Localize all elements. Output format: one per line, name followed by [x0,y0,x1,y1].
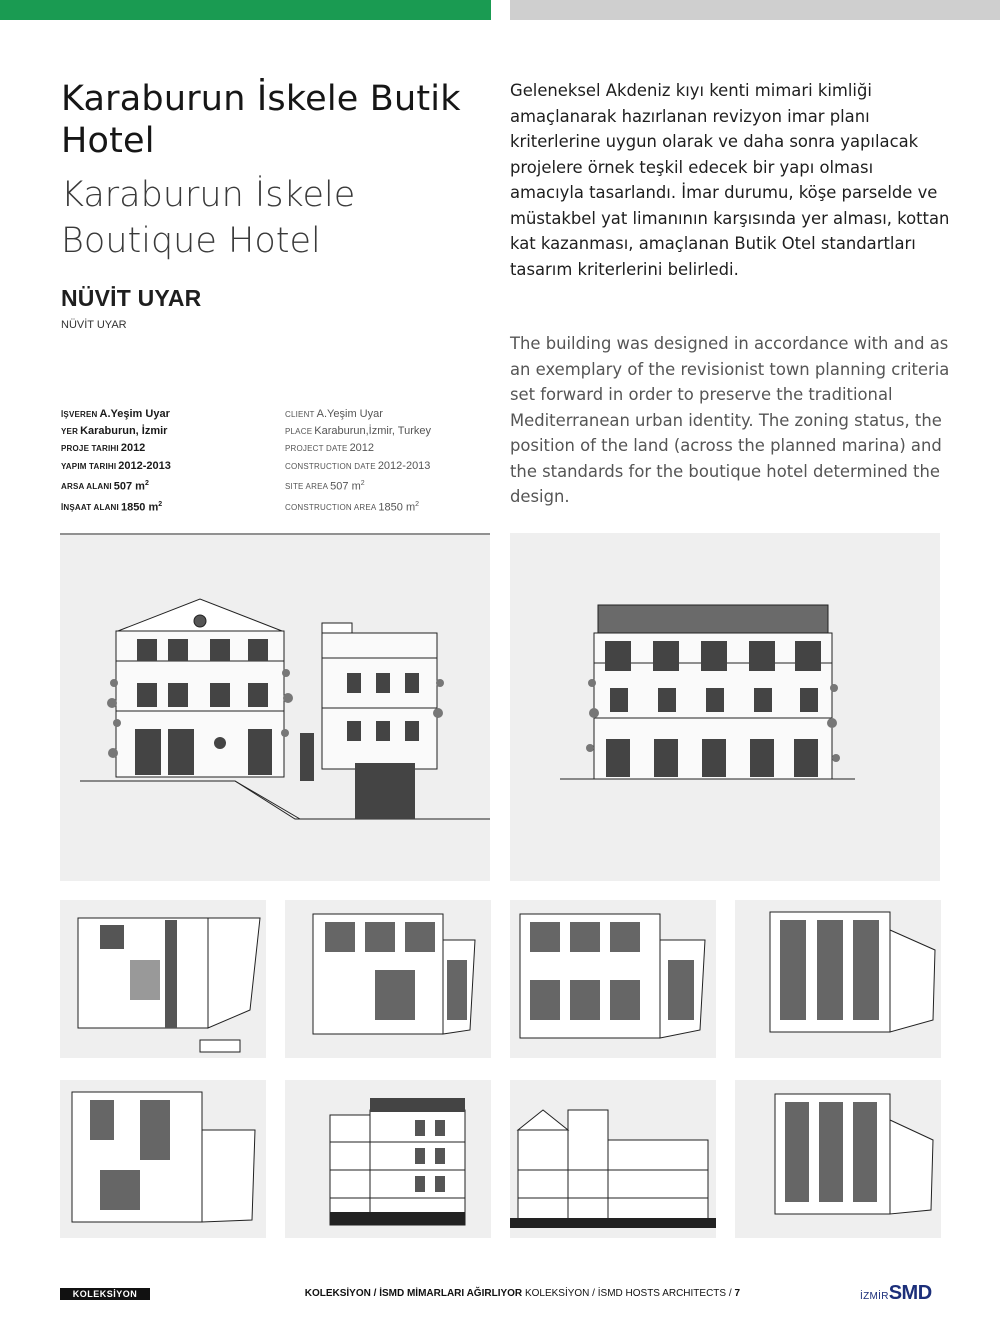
info-label: CONSTRUCTION AREA [285,503,377,513]
info-row [285,475,495,496]
page-footer [0,1280,1000,1310]
logo-izmir-text: İZMİR [860,1291,889,1302]
info-label: PLACE [285,427,313,437]
info-value: Karaburun,İzmir, Turkey [314,425,432,438]
info-row [61,458,271,475]
footer-caption [180,1288,740,1299]
architect-name: NÜVİT UYAR [61,285,202,311]
info-sup: 2 [144,479,149,487]
info-row [61,406,271,423]
info-label: PROJECT DATE [285,444,348,454]
info-sup: 2 [158,500,163,508]
title-english: Karaburun İskele Boutique Hotel [61,175,356,261]
elevation-drawing-left [60,533,490,881]
title-turkish: Karaburun İskele Butik Hotel [61,79,461,161]
page-number: 7 [734,1288,740,1299]
info-sup: 2 [415,500,420,508]
section-drawing-thumbnail [510,1080,716,1238]
info-value: 507 m [330,480,361,493]
info-value: Karaburun, İzmir [80,425,168,438]
floor-plan-thumbnail [60,1080,266,1238]
info-row [285,406,495,423]
floor-plan-thumbnail [60,900,266,1058]
info-label: İŞVEREN [61,410,98,419]
section-drawing-thumbnail [285,1080,491,1238]
info-value: 507 m [113,480,145,493]
info-label: İNŞAAT ALANI [61,503,119,513]
info-row [61,440,271,457]
description-english: The building was designed in accordance with and as an exemplary of the revisionist town planning criteria set forward in order to preserve the traditional Mediterranean urban identity. The zoning status, the position of the land (across the planned marina) and the standards for the boutique hotel determined the design. [510,334,950,506]
description-turkish: Geleneksel Akdeniz kıyı kenti mimari kimliği amaçlanarak hazırlanan revizyon imar planı kriterlerine uygun olarak ve daha sonra yapılacak projelere örnek teşkil edecek bir yapı olması amacıyla tasarlandı. İmar durumu, köşe parselde ve müstakbel yat limanının karşısında yer alması, kottan kat kazanması, amaçlanan Butik Otel standartları tasarım kriterlerini belirledi. [510,81,950,279]
info-label: YER [61,427,79,437]
info-label: SITE AREA [285,482,329,492]
info-label: CONSTRUCTION DATE [285,461,376,471]
floor-plan-thumbnail [735,1080,941,1238]
info-row [285,458,495,475]
footer-bold-text: KOLEKSİYON / İSMD MİMARLARI AĞIRLIYOR [304,1288,523,1299]
info-value: A.Yeşim Uyar [99,408,170,420]
info-row [285,423,495,440]
info-row [61,423,271,440]
floor-plan-thumbnail [510,900,716,1058]
info-value: 2012 [349,442,375,455]
info-row [61,475,271,496]
info-row [61,496,271,517]
info-label: PROJE TARIHI [61,444,119,454]
footer-normal-text: KOLEKSİYON / İSMD HOSTS ARCHITECTS / [524,1288,732,1299]
koleksiyon-logo: KOLEKSİYON [60,1288,150,1300]
header-gray-bar [510,0,1000,20]
info-label: CLIENT [285,410,315,419]
info-value: 2012-2013 [377,459,431,472]
info-row [285,496,495,517]
info-sup: 2 [360,479,365,487]
logo-smd-text: SMD [888,1282,932,1304]
floor-plan-thumbnail [735,900,941,1058]
izmir-smd-logo [860,1282,932,1305]
elevation-drawing-right [510,533,940,881]
info-value: A.Yeşim Uyar [316,408,383,420]
project-info-turkish [61,406,271,517]
floor-plan-thumbnail [285,900,491,1058]
info-value: 1850 m [378,501,416,514]
info-row [285,440,495,457]
info-label: ARSA ALANI [61,482,112,492]
header-accent-bar [0,0,491,20]
info-value: 2012-2013 [118,459,171,472]
architect-subtitle: NÜVİT UYAR [61,319,127,331]
info-value: 2012 [120,442,146,455]
project-info-english [285,406,495,517]
info-label: YAPIM TARIHI [61,461,117,471]
info-value: 1850 m [120,501,159,514]
